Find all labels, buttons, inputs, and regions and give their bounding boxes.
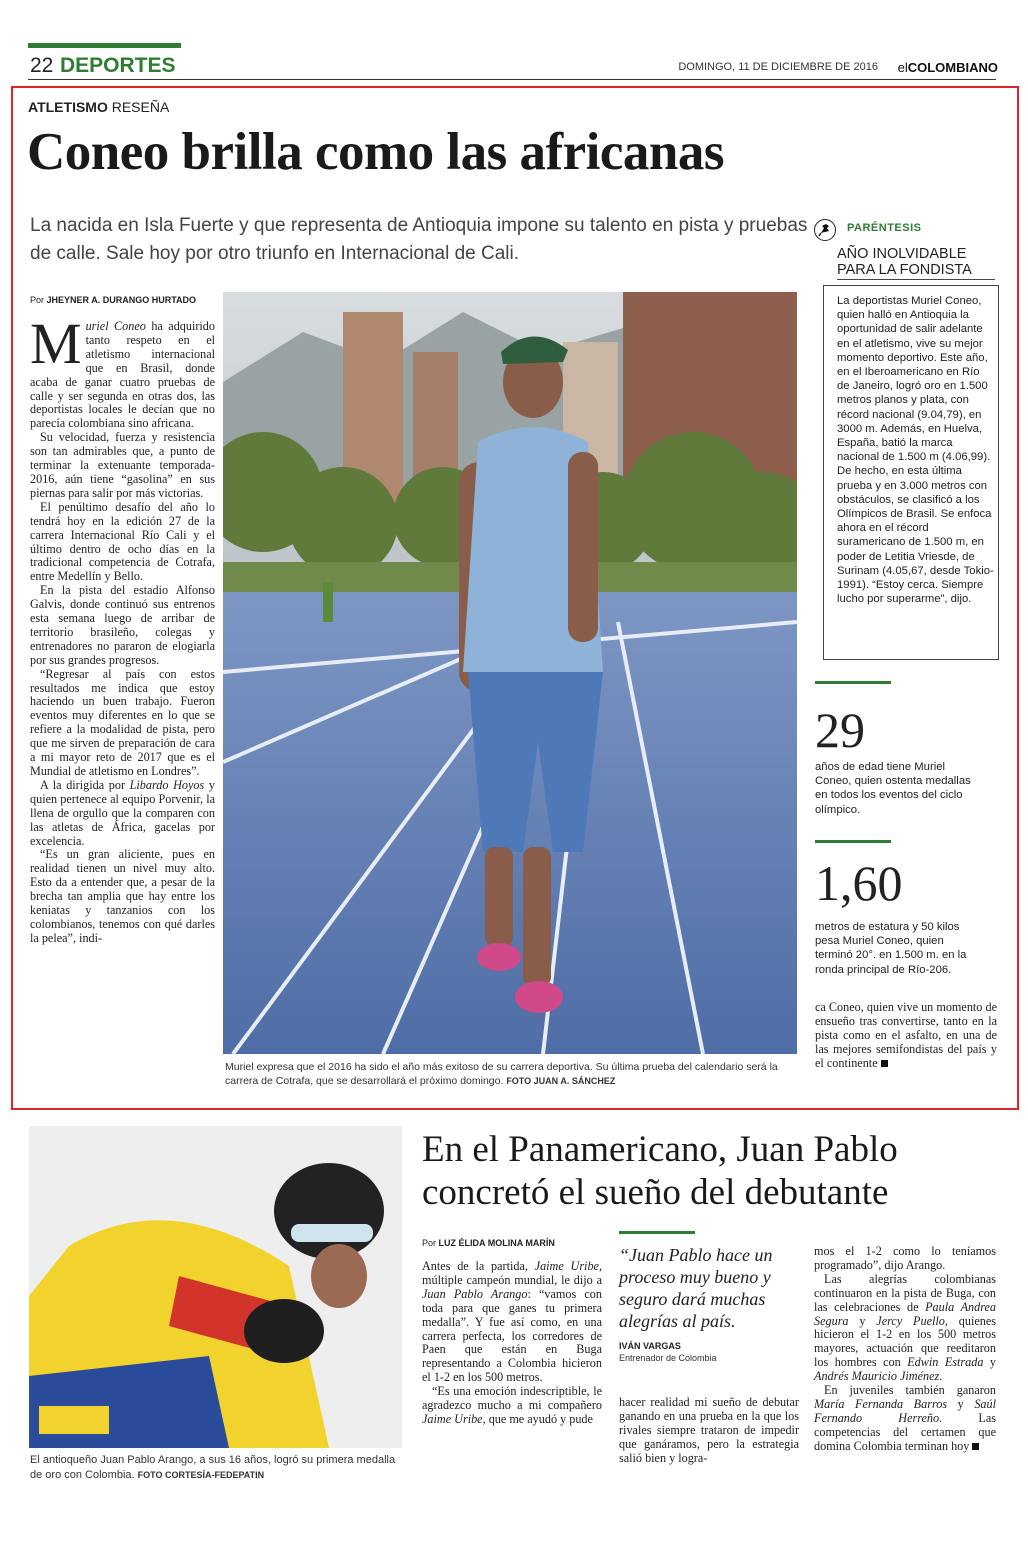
article-kicker: [28, 99, 169, 115]
byline-prefix: Por: [422, 1238, 437, 1248]
person-name: Jaime Uribe: [534, 1259, 599, 1273]
body-paragraph: [30, 320, 215, 431]
paragraph-text: , quienes hicieron el 1-2 en los 500 metros mayores, actuación que reeditaron los hombres con: [814, 1313, 996, 1370]
body-paragraph: [814, 1384, 996, 1454]
header-divider: [28, 79, 996, 80]
body-paragraph: En la pista del estadio Alfonso Galvis, donde continuó sus entrenos esta semana luego de arribar de territorio brasileño, colegas y entrenadores no pararon de elogiarla por sus grandes progresos.: [30, 583, 215, 667]
paragraph-text: y quien pertenece al equipo Porvenir, la llena de orgullo que la comparen con las atletas de África, gacelas por excelencia.: [30, 777, 215, 848]
sidebar-title-line: PARA LA FONDISTA: [837, 262, 972, 278]
sidebar-title: [837, 246, 972, 278]
article-body-column: [619, 1396, 799, 1466]
person-name: Jaime Uribe: [422, 1411, 483, 1426]
photo-credit: FOTO CORTESÍA-FEDEPATIN: [137, 1469, 265, 1480]
paragraph-text: y: [848, 1313, 877, 1328]
logo-name: COLOMBIANO: [907, 60, 998, 75]
body-paragraph: El penúltimo desafío del año lo tendrá hoy en la edición 27 de la carrera Internacional Río Cali y el último dentro de ocho días en la tradicional competencia de Cotrafa, entre Medellín y Bello.: [30, 499, 215, 584]
body-paragraph: [30, 779, 215, 849]
body-paragraph: “Es un gran aliciente, pues en realidad tienen un nivel muy alto. Esto da a entender que, a pesar de la brecha tan amplia que hay entre los keniatas y tanzanios con los colombianos, tenemos con qué darles la pelea”, indi-: [30, 847, 215, 945]
article-headline: Coneo brilla como las africanas: [27, 123, 724, 181]
drop-cap: M: [30, 320, 82, 376]
stat-number-height: 1,60: [815, 855, 903, 911]
edition-date: DOMINGO, 11 DE DICIEMBRE DE 2016: [678, 61, 878, 73]
pin-glyph: [815, 220, 834, 239]
section-name: DEPORTES: [60, 54, 176, 77]
byline-author: LUZ ÉLIDA MOLINA MARÍN: [438, 1238, 555, 1248]
sidebar-label: PARÉNTESIS: [847, 222, 922, 234]
article-continuation: [815, 1000, 997, 1070]
paragraph-text: ha adquirido tanto respeto en el atletismo internacional que en Brasil, donde acaba de ganar cuatro pruebas de calle y ser segunda en otras dos, las deportistas locales le decían que no parecía colombiana sino africana.: [30, 320, 215, 431]
article-body-column: [30, 320, 215, 1098]
paragraph-text: “Es una emoción indescriptible, le agradezco mucho a mi compañero: [422, 1384, 602, 1413]
person-name: María Fernanda Barros: [814, 1396, 948, 1411]
paragraph-text: Las alegrías colombianas continuaron en la pista de Buga, con las celebraciones de: [814, 1271, 996, 1314]
stat-rule: [815, 681, 891, 684]
paragraph-text: A la dirigida por: [40, 777, 130, 792]
logo-prefix: el: [897, 60, 908, 75]
article-byline: [422, 1238, 555, 1248]
stat-rule: [815, 840, 891, 843]
newspaper-logo: [898, 60, 998, 75]
person-name: Juan Pablo Arango: [422, 1286, 528, 1301]
caption-text: El antioqueño Juan Pablo Arango, a sus 16 años, logró su primera medalla de oro con Colombia.: [30, 1454, 396, 1481]
page-number: 22: [30, 54, 54, 77]
body-paragraph: mos el 1-2 como lo teníamos programado”, dijo Arango.: [814, 1244, 996, 1272]
pull-quote-role: Entrenador de Colombia: [619, 1353, 717, 1363]
body-paragraph: [422, 1260, 602, 1385]
photo-caption: [30, 1453, 410, 1482]
paragraph-text: Antes de la partida,: [422, 1259, 535, 1273]
paragraph-text: y: [983, 1355, 997, 1370]
pull-quote-rule: [619, 1231, 695, 1234]
skater-illustration: [29, 1126, 402, 1448]
paragraph-text: , múltiple campeón mundial, le dijo a: [422, 1259, 602, 1287]
paragraph-text: .: [939, 1369, 943, 1384]
section-rule: [28, 43, 181, 48]
end-mark-icon: [881, 1060, 888, 1067]
body-paragraph: [814, 1273, 996, 1384]
person-name: Saúl Fernando Herreño: [814, 1396, 996, 1425]
end-mark-icon: [972, 1443, 979, 1450]
body-paragraph: “Regresar al país con estos resultados me indica que estoy haciendo un buen trabajo. Fueron eventos muy diferentes en lo que se refiere a la modalidad de pista, pero que me sirven de preparación de cara a mi mayor reto de 2017 que es el Mundial de atletismo en Londres”.: [30, 666, 215, 778]
pull-quote: “Juan Pablo hace un proceso muy bueno y seguro dará muchas alegrías al país.: [619, 1245, 773, 1331]
photo-credit: FOTO JUAN A. SÁNCHEZ: [506, 1076, 616, 1086]
caption-text: Muriel expresa que el 2016 ha sido el año más exitoso de su carrera deportiva. Su última prueba del calendario será la carrera de Cotrafa, que se desarrollará el próximo domingo.: [225, 1061, 778, 1087]
kicker-type: RESEÑA: [111, 99, 170, 115]
sidebar-text: La deportistas Muriel Coneo, quien halló en Antioquia la oportunidad de salir adelante en el atletismo, vive su mejor momento deportivo. Este año, en el Iberoamericano en Río de Janeiro, logró oro en 1.500 metros planos y plata, con récord nacional (9.04,79), en 3000 m. Además, en Huelva, España, batió la marca nacional de 1.500 m (4.06,99). De hecho, en esta última prueba y en 3.000 metros con obstáculos, se clasificó a los Olímpicos de Brasil. Se enfoca ahora en el récord suramericano de 1.500 m, en poder de Letitia Vriesde, de Surinam (4.05,67, desde Tokio-1991). “Estoy cerca. Siempre lucho por superarme”, dijo.: [837, 295, 994, 606]
stat-text-age: años de edad tiene Muriel Coneo, quien ostenta medallas en todos los eventos del ciclo olímpico.: [815, 761, 971, 816]
sidebar-title-line: AÑO INOLVIDABLE: [837, 246, 967, 262]
article-body-column: [814, 1245, 996, 1454]
article-headline: En el Panamericano, Juan Pablo concretó el sueño del debutante: [422, 1129, 898, 1213]
article-byline: [30, 295, 196, 305]
body-paragraph: Su velocidad, fuerza y resistencia son tan admirables que, a punto de terminar la extenuante temporada-2016, aún tiene “gasolina” en sus piernas para salir por más victorias.: [30, 430, 215, 500]
person-name: Jercy Puello: [876, 1313, 945, 1328]
continuation-text: ca Coneo, quien vive un momento de ensueño tras convertirse, tanto en la pista como en el asfalto, en una de las mejores semifondistas del país y el continente: [815, 1000, 997, 1070]
runner-photo: [223, 292, 797, 1054]
article-deck: La nacida en Isla Fuerte y que representa de Antioquia impone su talento en pista y pruebas de calle. Sale hoy por otro triunfo en Internacional de Cali.: [30, 215, 808, 264]
skater-photo: [29, 1126, 402, 1448]
stat-text-height: metros de estatura y 50 kilos pesa Muriel Coneo, quien terminó 20°. en 1.500 m. en la ronda principal de Río-206.: [815, 921, 967, 976]
article-body-column: [422, 1260, 602, 1427]
body-paragraph: hacer realidad mi sueño de debutar ganando en una prueba en la que los rivales siempre trataron de impedir que ganáramos, pero la estrategia salió bien y logra-: [619, 1395, 799, 1465]
byline-prefix: Por: [30, 295, 45, 305]
paragraph-text: y: [947, 1396, 975, 1411]
pull-quote-name: IVÁN VARGAS: [619, 1341, 681, 1351]
sidebar-divider: [837, 279, 995, 280]
pin-icon: [814, 219, 836, 241]
person-name: Edwin Estrada: [907, 1355, 984, 1370]
runner-illustration: [223, 292, 797, 1054]
person-name: Andrés Mauricio Jiménez: [814, 1369, 940, 1384]
kicker-topic: ATLETISMO: [28, 99, 108, 115]
paragraph-text: , que me ayudó y pude: [482, 1411, 593, 1426]
body-paragraph: [422, 1385, 602, 1427]
paragraph-text: En juveniles también ganaron: [824, 1383, 996, 1398]
stat-number-age: 29: [815, 702, 865, 758]
coach-name: Libardo Hoyos: [129, 777, 205, 792]
photo-caption: [225, 1060, 797, 1088]
byline-author: JHEYNER A. DURANGO HURTADO: [46, 295, 197, 305]
person-name: Paula Andrea Segura: [814, 1299, 996, 1328]
athlete-name: uriel Coneo: [85, 320, 146, 333]
paragraph-text: : “vamos con toda para que ganes tu primera medalla”. Y fue así como, en una carrera perfecta, los corredores de Paen que están en Buga representando a Colombia hicieron el 1-2 en los 500 metros.: [422, 1286, 602, 1385]
paragraph-text: . Las competencias del certamen que domina Colombia terminan hoy: [814, 1410, 996, 1453]
